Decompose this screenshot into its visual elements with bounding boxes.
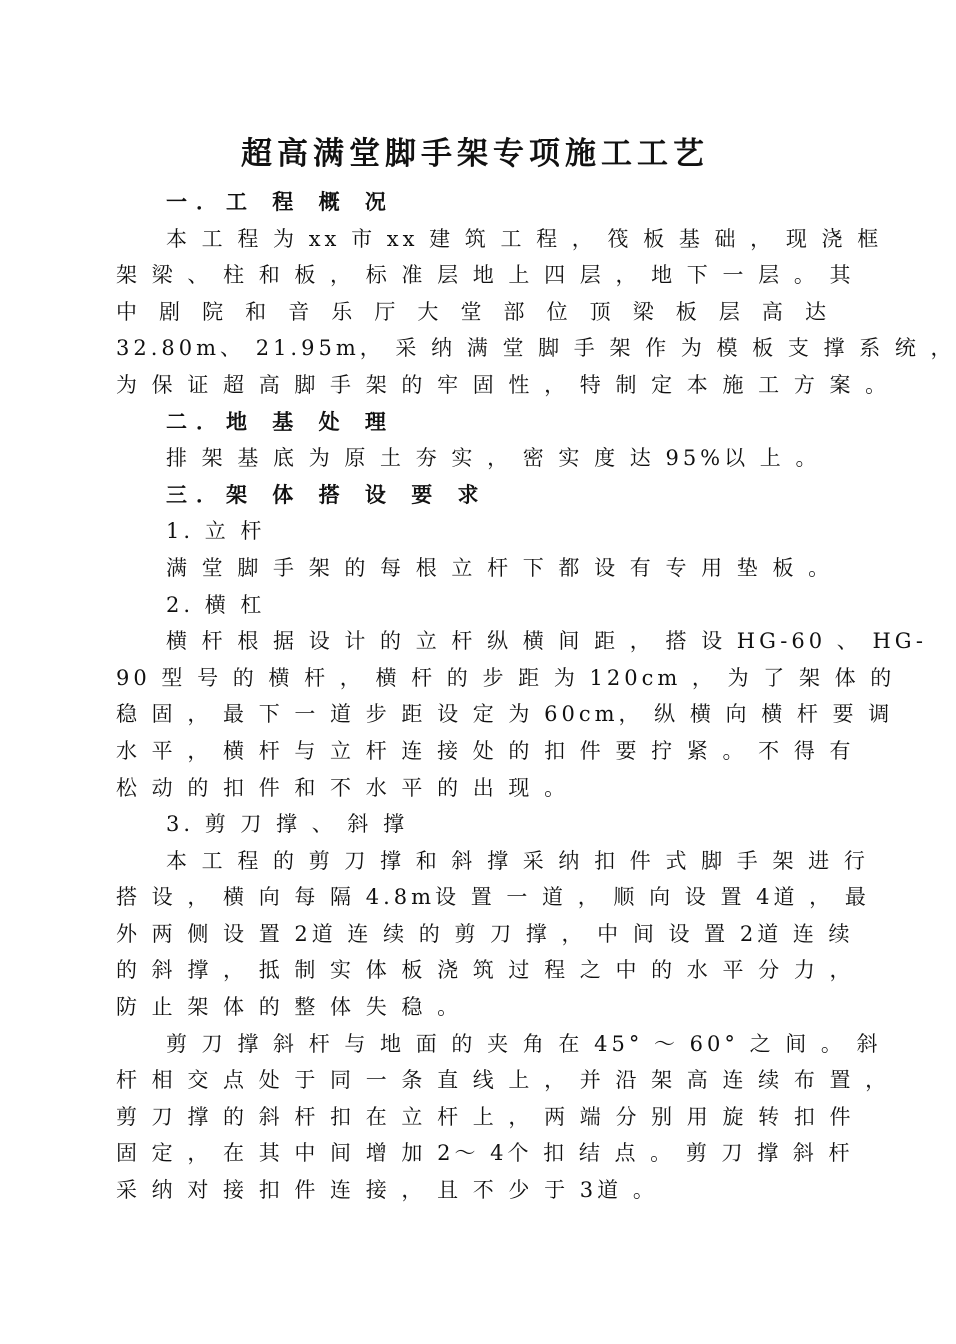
paragraph-line: 防 止 架 体 的 整 体 失 稳 。 (116, 995, 463, 1020)
paragraph-line: 松 动 的 扣 件 和 不 水 平 的 出 现 。 (116, 775, 570, 800)
document-title: 超高满堂脚手架专项施工工艺 (241, 136, 709, 172)
subsection-heading-crossbars: 2. 横 杠 (166, 592, 266, 617)
document-body (116, 184, 956, 1209)
subsection-heading-bracing: 3. 剪 刀 撑 、 斜 撑 (166, 812, 409, 837)
paragraph-line: 排 架 基 底 为 原 土 夯 实 ， 密 实 度 达 95%以 上 。 (166, 446, 821, 471)
section-heading-overview: 一．工 程 概 况 (166, 189, 395, 214)
paragraph-line: 中 剧 院 和 音 乐 厅 大 堂 部 位 顶 梁 板 层 高 达 (116, 299, 830, 324)
paragraph-line: 剪 刀 撑 的 斜 杆 扣 在 立 杆 上 ， 两 端 分 别 用 旋 转 扣 件 (116, 1104, 855, 1129)
paragraph-line: 满 堂 脚 手 架 的 每 根 立 杆 下 都 设 有 专 用 垫 板 。 (166, 555, 834, 580)
paragraph-line: 剪 刀 撑 斜 杆 与 地 面 的 夹 角 在 45° ～ 60° 之 间 。 斜 (166, 1031, 882, 1056)
paragraph-line: 90 型 号 的 横 杆 ， 横 杆 的 步 距 为 120cm ， 为 了 架 体 的 (116, 665, 896, 690)
paragraph-line: 的 斜 撑 ， 抵 制 实 体 板 浇 筑 过 程 之 中 的 水 平 分 力 ， (116, 958, 855, 983)
paragraph-line: 搭 设 ， 横 向 每 隔 4.8m设 置 一 道 ， 顺 向 设 置 4道 ， 最 (116, 885, 870, 910)
paragraph-line: 采 纳 对 接 扣 件 连 接 ， 且 不 少 于 3道 。 (116, 1178, 658, 1203)
paragraph-line: 本 工 程 的 剪 刀 撑 和 斜 撑 采 纳 扣 件 式 脚 手 架 进 行 (166, 848, 869, 873)
paragraph-line: 水 平 ， 横 杆 与 立 杆 连 接 处 的 扣 件 要 拧 紧 。 不 得 有 (116, 738, 855, 763)
subsection-heading-poles: 1. 立 杆 (166, 519, 266, 544)
paragraph-line: 横 杆 根 据 设 计 的 立 杆 纵 横 间 距 ， 搭 设 HG-60 、 HG- (166, 629, 928, 654)
paragraph-line: 架 梁 、 柱 和 板 ， 标 准 层 地 上 四 层 ， 地 下 一 层 。 其 (116, 263, 855, 288)
paragraph-line: 为 保 证 超 高 脚 手 架 的 牢 固 性 ， 特 制 定 本 施 工 方 案 。 (116, 372, 891, 397)
section-heading-scaffold-requirements: 三．架 体 搭 设 要 求 (166, 481, 488, 507)
paragraph-line: 固 定 ， 在 其 中 间 增 加 2～ 4个 扣 结 点 。 剪 刀 撑 斜 杆 (116, 1141, 854, 1166)
paragraph-line: 稳 固 ， 最 下 一 道 步 距 设 定 为 60cm， 纵 横 向 横 杆 要 调 (116, 702, 894, 727)
paragraph-line: 杆 相 交 点 处 于 同 一 条 直 线 上 ， 并 沿 架 高 连 续 布 置 ， (116, 1068, 891, 1093)
paragraph-line: 本 工 程 为 xx 市 xx 建 筑 工 程 ， 筏 板 基 础 ， 现 浇 框 (166, 226, 883, 251)
section-heading-foundation: 二．地 基 处 理 (166, 408, 395, 434)
paragraph-line: 32.80m、 21.95m， 采 纳 满 堂 脚 手 架 作 为 模 板 支 撑 系 统 ， (116, 336, 956, 361)
paragraph-line: 外 两 侧 设 置 2道 连 续 的 剪 刀 撑 ， 中 间 设 置 2道 连 续 (116, 921, 854, 946)
